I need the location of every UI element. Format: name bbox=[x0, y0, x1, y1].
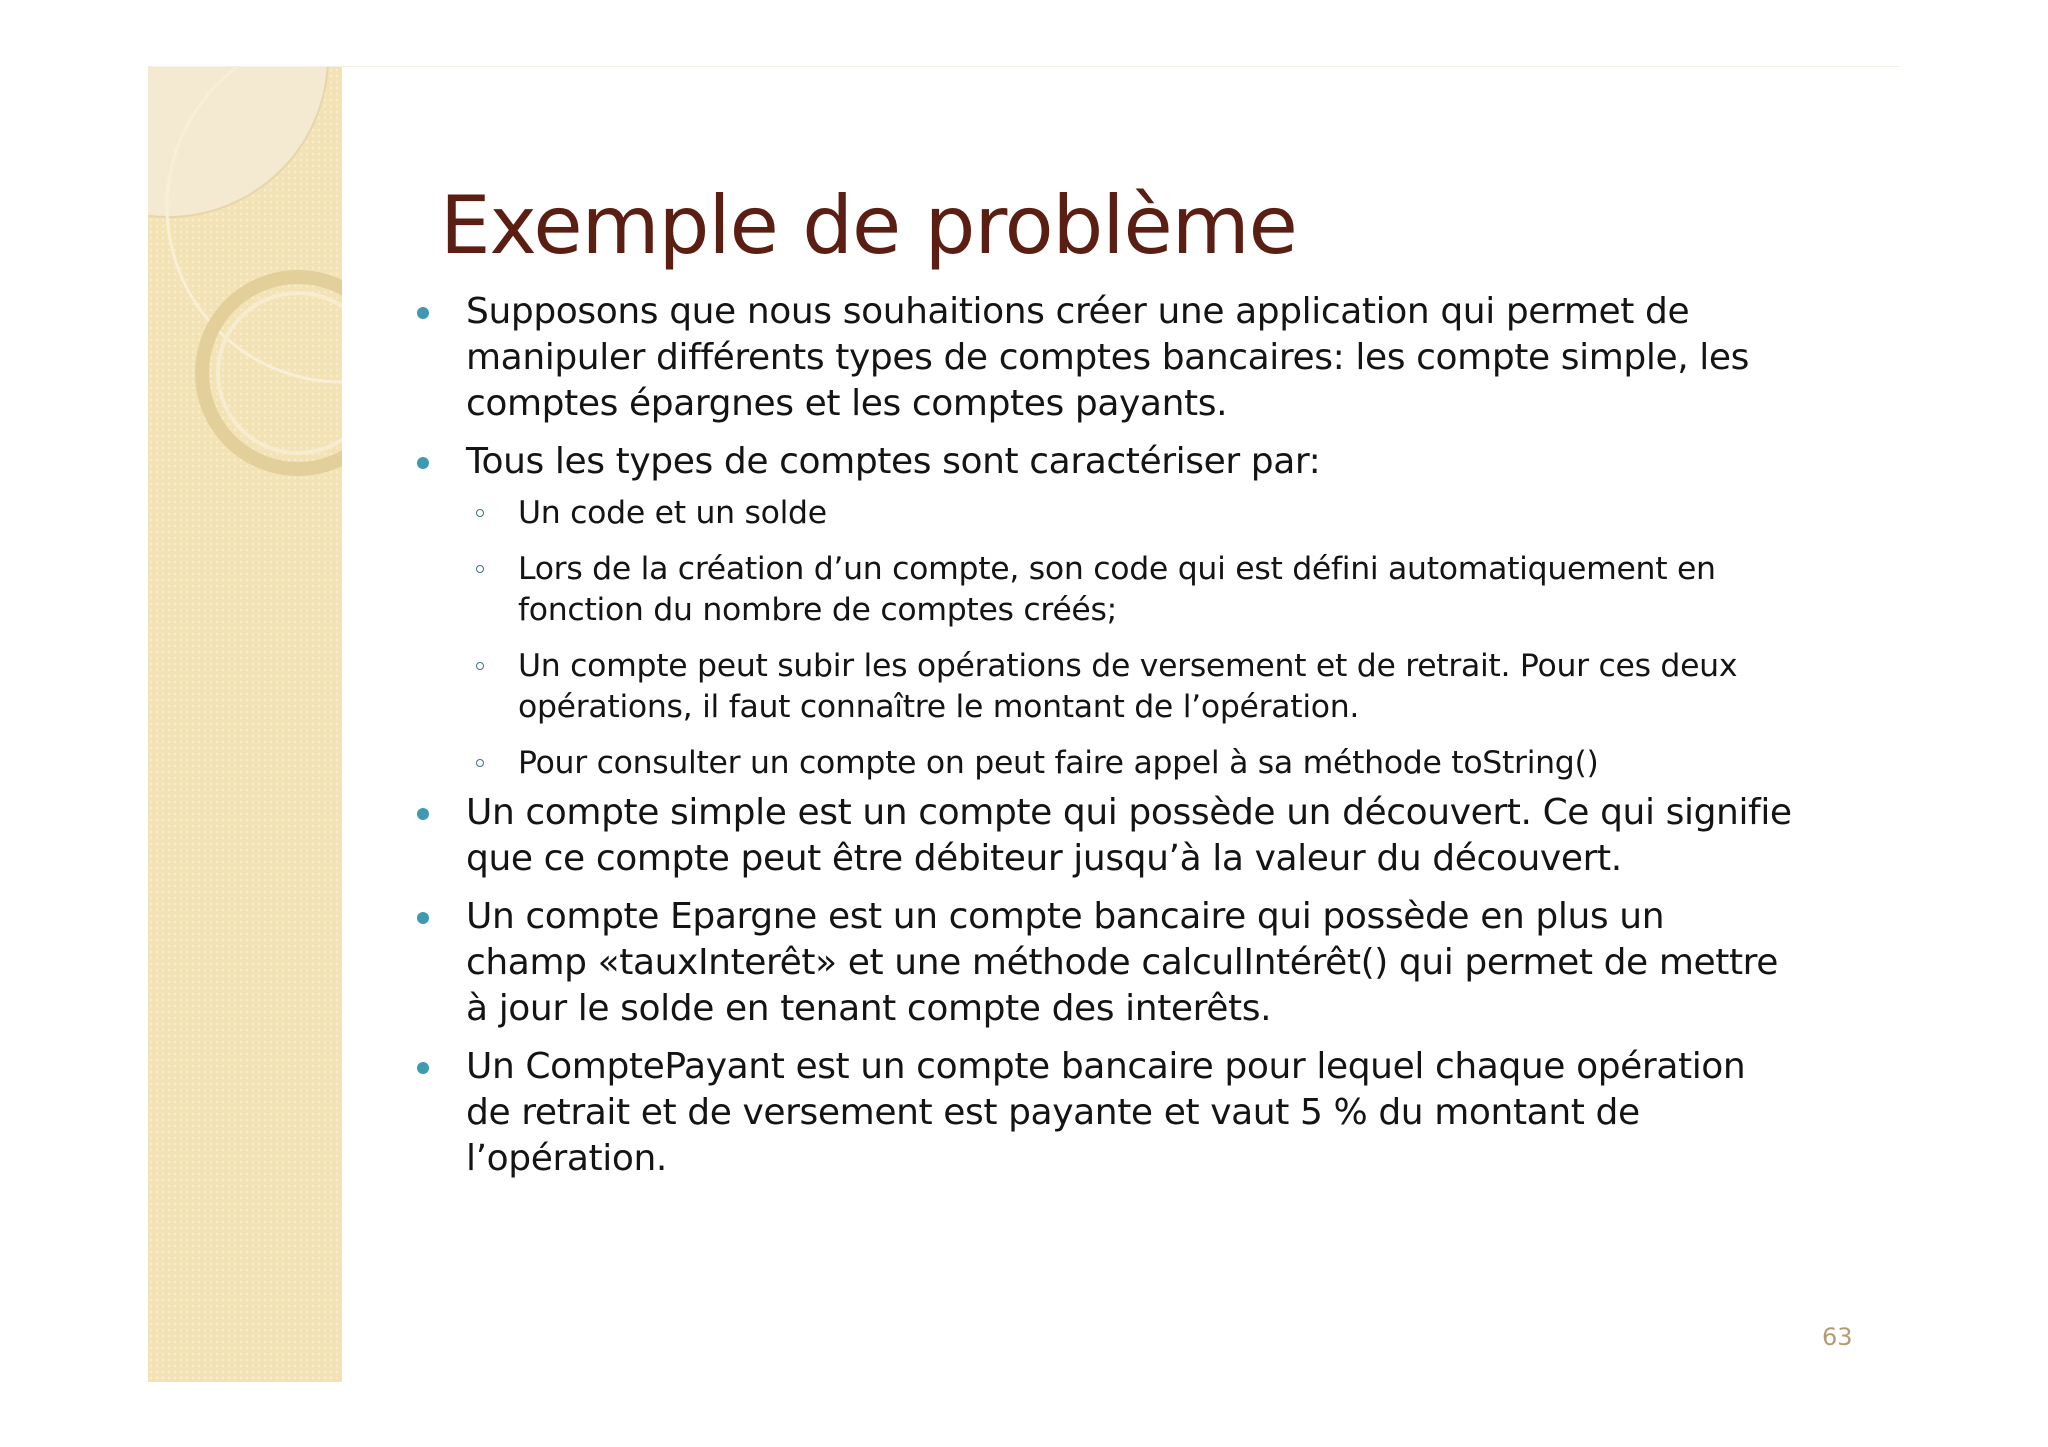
sub-bullet-item bbox=[412, 646, 1792, 728]
bullet-item bbox=[412, 289, 1792, 427]
bullet-dot-icon bbox=[417, 307, 429, 319]
bullet-dot-icon bbox=[417, 912, 429, 924]
hollow-bullet-icon bbox=[476, 565, 484, 573]
bullet-text: Un compte simple est un compte qui possède un découvert. Ce qui signifie que ce compte peut être débiteur jusqu’à la valeur du découvert. bbox=[466, 792, 1792, 879]
bullet-item bbox=[412, 790, 1792, 882]
sub-bullet-text: Pour consulter un compte on peut faire appel à sa méthode toString() bbox=[518, 745, 1599, 781]
sub-bullet-text: Un compte peut subir les opérations de versement et de retrait. Pour ces deux opérations, il faut connaître le montant de l’opération. bbox=[518, 648, 1738, 725]
hollow-bullet-icon bbox=[476, 662, 484, 670]
hollow-bullet-icon bbox=[476, 759, 484, 767]
slide-page-number: 63 bbox=[1822, 1323, 1853, 1351]
decorative-circles bbox=[148, 67, 342, 1382]
hollow-bullet-icon bbox=[476, 509, 484, 517]
sub-bullet-list bbox=[412, 493, 1792, 784]
bullet-text: Un ComptePayant est un compte bancaire pour lequel chaque opération de retrait et de versement est payante et vaut 5 % du montant de l’opération. bbox=[466, 1046, 1746, 1179]
bullet-text: Tous les types de comptes sont caractériser par: bbox=[466, 441, 1321, 482]
bullet-text: Supposons que nous souhaitions créer une application qui permet de manipuler différents types de comptes bancaires: les compte simple, les comptes épargnes et les comptes payants. bbox=[466, 291, 1749, 424]
decorative-side-band bbox=[148, 67, 342, 1382]
sub-bullet-item bbox=[412, 549, 1792, 631]
sub-bullet-item bbox=[412, 493, 1792, 534]
bullet-item bbox=[412, 894, 1792, 1032]
bullet-item bbox=[412, 1044, 1792, 1182]
slide-title: Exemple de problème bbox=[440, 179, 1297, 272]
sub-bullet-text: Lors de la création d’un compte, son code qui est défini automatiquement en fonction du nombre de comptes créés; bbox=[518, 551, 1716, 628]
bullet-text: Un compte Epargne est un compte bancaire qui possède en plus un champ «tauxInterêt» et une méthode calculIntérêt() qui permet de mettre à jour le solde en tenant compte des interêts. bbox=[466, 896, 1779, 1029]
sub-bullet-text: Un code et un solde bbox=[518, 495, 827, 531]
bullet-dot-icon bbox=[417, 457, 429, 469]
bullet-dot-icon bbox=[417, 808, 429, 820]
slide bbox=[148, 66, 1900, 1382]
slide-content bbox=[412, 289, 1792, 1194]
sub-bullet-item bbox=[412, 743, 1792, 784]
bullet-dot-icon bbox=[417, 1062, 429, 1074]
bullet-item bbox=[412, 439, 1792, 485]
